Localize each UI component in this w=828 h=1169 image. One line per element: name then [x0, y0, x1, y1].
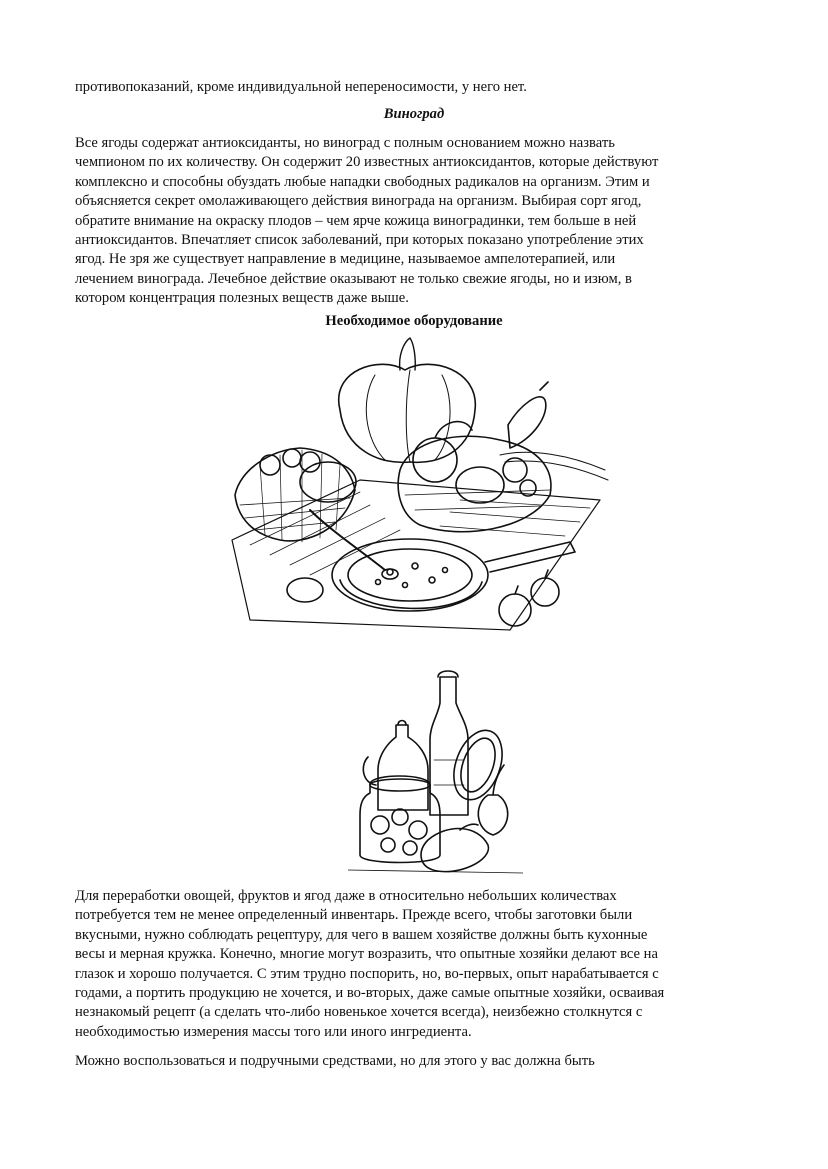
heading-grape: Виноград: [383, 106, 445, 122]
vegetables-illustration: [210, 330, 620, 648]
paragraph-equipment: Для переработки овощей, фруктов и ягод даже в относительно небольших количествах потребуется тем не менее определенный инвентарь. Прежде всего, чтобы заготовки были вкусными, нужно соблюдать рецептуру, для чего в вашем хозяйстве должны быть кухонные весы и мерная кружка. Конечно, многие могут возразить, что опытные хозяйки делают все на глазок и хорошо получается. С этим трудно поспорить, но, во-первых, опыт нарабатывается с годами, а портить продукцию не хочется, и во-вторых, даже самые опытные хозяйки, осваивая незнакомый рецепт (а сделать что-либо новенькое хочется всегда), неизбежно столкнутся с необходимостью измерения массы того или иного ингредиента.: [75, 888, 665, 1040]
heading-equipment: Необходимое оборудование: [325, 313, 503, 329]
paragraph-grape: Все ягоды содержат антиоксиданты, но виноград с полным основанием можно назвать чемпионом по их количеству. Он содержит 20 известных антиоксидантов, которые действуют комплексно и способны обуздать любые нападки свободных радикалов на организм. Этим и объясняется секрет омолаживающего действия винограда на организм. Выбирая сорт ягод, обратите внимание на окраску плодов – чем ярче кожица виноградинки, тем больше в ней антиоксидантов. Впечатляет список заболеваний, при которых показано употребление этих ягод. Не зря же существует направление в медицине, называемое ампелотерапией, или лечением винограда. Лечебное действие оказывают не только свежие ягоды, но и изюм, в котором концентрация полезных веществ даже выше.: [75, 135, 659, 307]
preserves-illustration: [348, 665, 523, 880]
paragraph-top: противопоказаний, кроме индивидуальной непереносимости, у него нет.: [75, 79, 527, 95]
paragraph-last: Можно воспользоваться и подручными средствами, но для этого у вас должна быть: [75, 1053, 595, 1069]
